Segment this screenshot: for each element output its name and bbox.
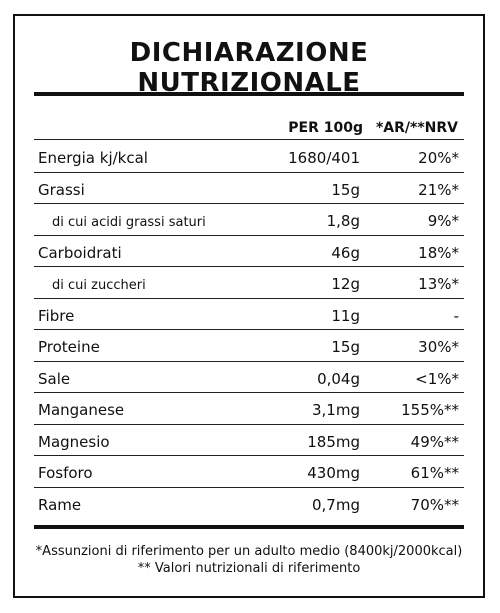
nutrient-label: Carboidrati <box>38 243 122 262</box>
nutrient-label: Manganese <box>38 401 125 419</box>
nutrient-row <box>34 236 464 267</box>
nutrient-row <box>34 425 464 456</box>
footnote-ar: *Assunzioni di riferimento per un adulto medio (8400kj/2000kcal) <box>35 544 463 559</box>
nutrient-value: 3,1mg <box>312 401 360 419</box>
header-per-100g: PER 100g <box>288 120 363 136</box>
nutrient-value: 0,7mg <box>312 495 360 514</box>
nutrient-value: 0,04g <box>317 369 360 388</box>
nutrient-nrv: 21%* <box>418 180 459 199</box>
nutrient-label: Sale <box>38 369 71 388</box>
panel-title: DICHIARAZIONE NUTRIZIONALE <box>129 38 369 98</box>
nutrient-nrv: 20%* <box>418 149 459 167</box>
nutrient-value: 15g <box>331 180 360 199</box>
nutrient-row <box>34 362 464 393</box>
nutrient-nrv: 61%** <box>410 464 459 482</box>
nutrient-value: 1,8g <box>326 212 360 230</box>
nutrient-nrv: 49%** <box>410 432 459 451</box>
nutrient-value: 430mg <box>307 464 360 482</box>
nutrient-label: Rame <box>38 495 82 514</box>
nutrient-nrv: <1%* <box>415 369 459 388</box>
header-divider <box>34 139 464 140</box>
nutrient-row <box>34 204 464 235</box>
nutrient-nrv: 18%* <box>418 243 459 262</box>
nutrient-label: di cui acidi grassi saturi <box>52 215 206 230</box>
footnote-nrv: ** Valori nutrizionali di riferimento <box>137 561 361 576</box>
nutrient-value: 15g <box>331 338 360 356</box>
nutrient-row <box>34 456 464 487</box>
nutrient-label: Fosforo <box>38 464 93 482</box>
nutrient-row <box>34 330 464 361</box>
nutrient-nrv: 70%** <box>410 495 459 514</box>
nutrient-nrv: 155%** <box>401 401 459 419</box>
nutrient-row <box>34 393 464 424</box>
nutrient-row <box>34 173 464 204</box>
nutrient-nrv: - <box>453 306 459 325</box>
nutrient-value: 185mg <box>307 432 360 451</box>
nutrition-panel <box>13 14 485 598</box>
nutrient-label: di cui zuccheri <box>52 278 146 293</box>
nutrient-label: Energia kj/kcal <box>38 149 148 167</box>
nutrient-label: Fibre <box>38 306 75 325</box>
nutrient-row <box>34 299 464 330</box>
nutrient-label: Proteine <box>38 338 100 356</box>
nutrient-row <box>34 267 464 298</box>
header-nrv: *AR/**NRV <box>375 120 458 136</box>
nutrient-row <box>34 141 464 172</box>
nutrient-row <box>34 488 464 519</box>
nutrient-value: 12g <box>331 275 360 293</box>
table-bottom-divider <box>34 525 464 529</box>
nutrient-value: 46g <box>331 243 360 262</box>
nutrient-nrv: 9%* <box>427 212 459 230</box>
title-divider <box>34 92 464 96</box>
nutrient-label: Grassi <box>38 180 85 199</box>
nutrient-value: 1680/401 <box>288 149 360 167</box>
nutrient-value: 11g <box>331 306 360 325</box>
nutrient-nrv: 30%* <box>418 338 459 356</box>
nutrient-label: Magnesio <box>38 432 110 451</box>
nutrient-nrv: 13%* <box>418 275 459 293</box>
